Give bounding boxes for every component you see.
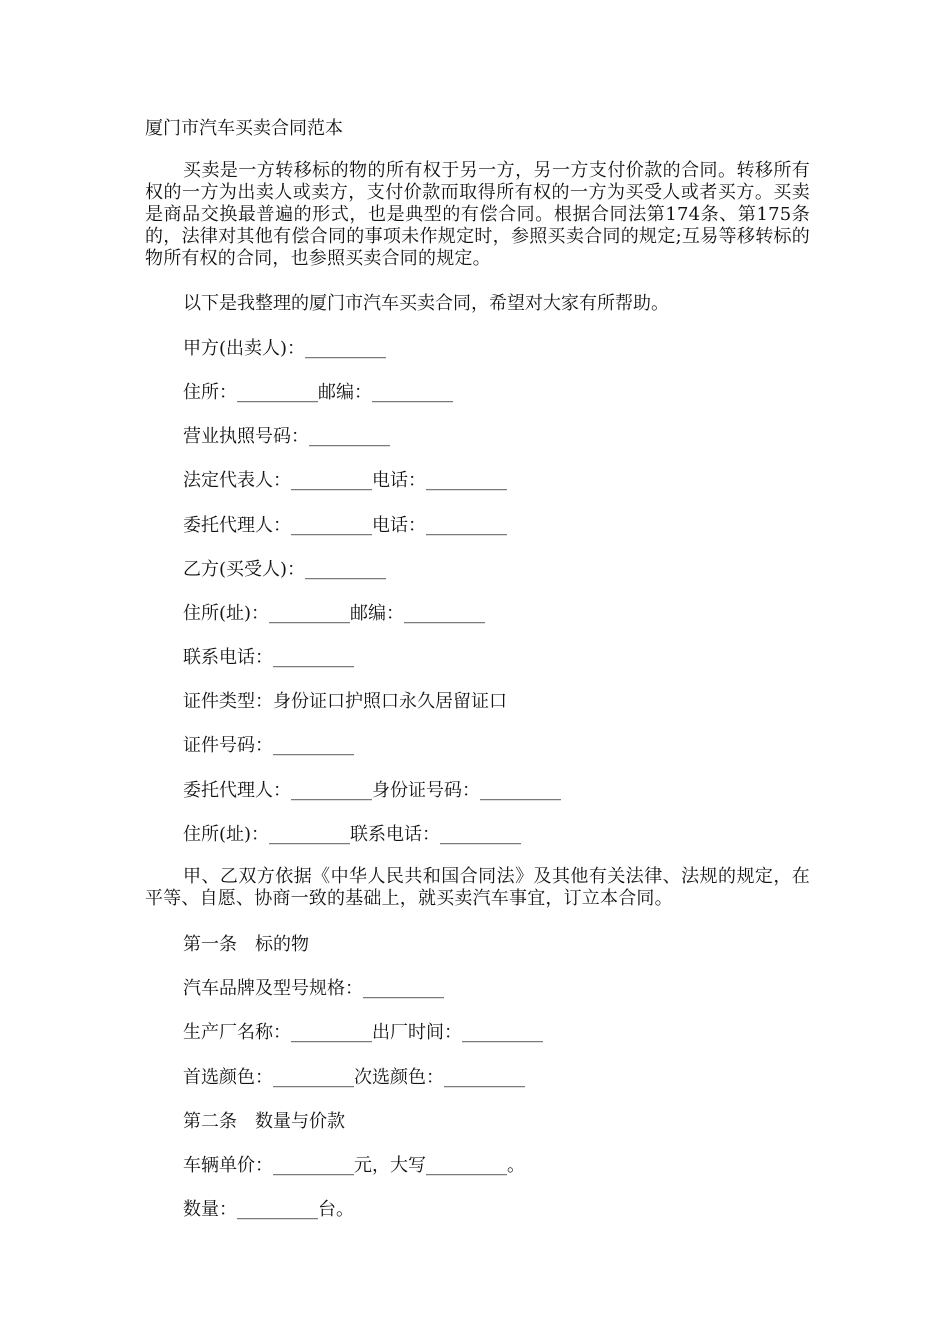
article-1-heading: 第一条 标的物 bbox=[183, 934, 309, 955]
color-line: 首选颜色：_________次选颜色：_________ bbox=[183, 1067, 525, 1088]
quantity-line: 数量：_________台。 bbox=[183, 1199, 354, 1220]
article-2-heading: 第二条 数量与价款 bbox=[183, 1111, 345, 1132]
intro-note: 以下是我整理的厦门市汽车买卖合同，希望对大家有所帮助。 bbox=[183, 293, 669, 314]
business-license-line: 营业执照号码：_________ bbox=[183, 426, 390, 447]
party-b-agent-address-line: 住所(址)：_________联系电话：_________ bbox=[183, 824, 522, 845]
contact-phone-line: 联系电话：_________ bbox=[183, 647, 354, 668]
vehicle-brand-line: 汽车品牌及型号规格：_________ bbox=[183, 978, 444, 999]
id-type-line: 证件类型：身份证口护照口永久居留证口 bbox=[183, 691, 507, 712]
unit-price-line: 车辆单价：_________元，大写_________。 bbox=[183, 1155, 525, 1176]
party-a-address-line: 住所：_________邮编：_________ bbox=[183, 382, 453, 403]
basis-paragraph: 甲、乙双方依据《中华人民共和国合同法》及其他有关法律、法规的规定，在平等、自愿、协商一致的基础上，就买卖汽车事宜，订立本合同。 bbox=[145, 866, 810, 909]
party-b-agent-line: 委托代理人：_________身份证号码：_________ bbox=[183, 780, 561, 801]
party-b-address-line: 住所(址)：_________邮编：_________ bbox=[183, 603, 486, 624]
id-number-line: 证件号码：_________ bbox=[183, 735, 354, 756]
manufacturer-line: 生产厂名称：_________出厂时间：_________ bbox=[183, 1022, 543, 1043]
document-title: 厦门市汽车买卖合同范本 bbox=[145, 118, 343, 139]
legal-representative-line: 法定代表人：_________电话：_________ bbox=[183, 470, 507, 491]
party-a-line: 甲方(出卖人)：_________ bbox=[183, 338, 387, 359]
intro-paragraph: 买卖是一方转移标的物的所有权于另一方，另一方支付价款的合同。转移所有权的一方为出卖人或卖方，支付价款而取得所有权的一方为买受人或者买方。买卖是商品交换最普遍的形式，也是典型的有偿合同。根据合同法第174条、第175条的，法律对其他有偿合同的事项未作规定时，参照买卖合同的规定;互易等移转标的物所有权的合同，也参照买卖合同的规定。 bbox=[145, 160, 810, 269]
party-a-agent-line: 委托代理人：_________电话：_________ bbox=[183, 515, 507, 536]
party-b-line: 乙方(买受人)：_________ bbox=[183, 559, 387, 580]
